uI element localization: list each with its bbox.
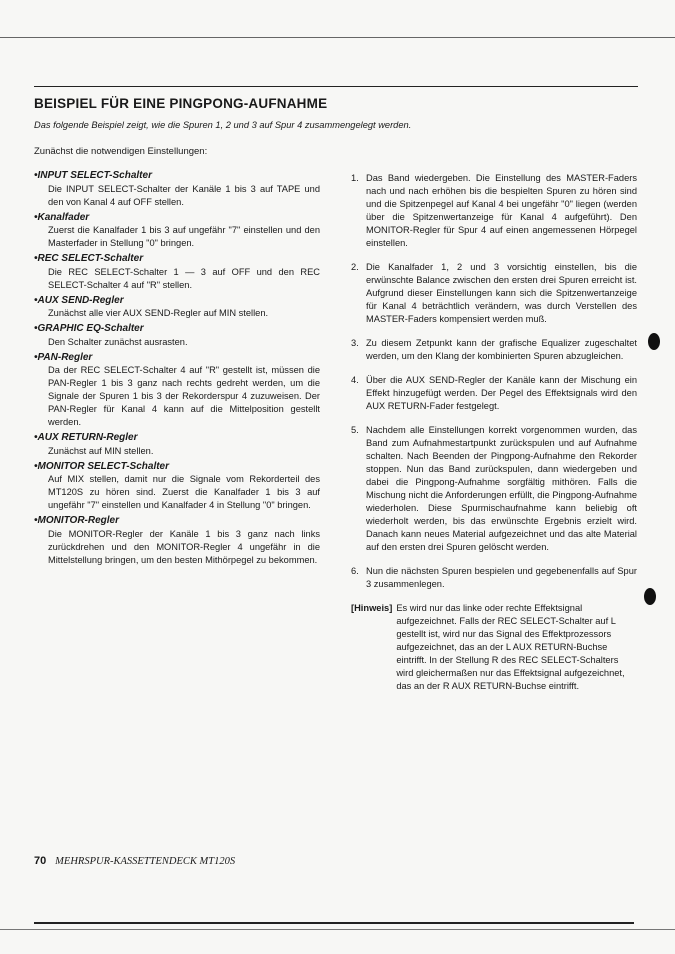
- step-text: Über die AUX SEND-Regler der Kanäle kann der Mischung ein Effekt hinzugefügt werden. Der Pegel des Effektsignals wird den AUX RETURN-Fader festgelegt.: [366, 375, 637, 411]
- step-text: Nachdem alle Einstellungen korrekt vorgenommen wurden, das Band zum Aufnahmestartpunkt zurückspulen und auf Aufnahme schalten. Nach Beenden der Pingpong-Aufnahme den Rekorder stoppen. Nun das Band zurückspulen, dann wiedergeben und dabei die Pingpong-Aufnahme sorgfältig mithören. Falls die Mischung nicht die Anforderungen erfüllt, die Pingpong-Aufnahme wiederholen. Diese Spurmischaufnahme kann beliebig oft wiederholt werden, bis das erwünschte Ergebnis erzielt wird. Danach kann neues Material aufgezeichnet und das alte Material auf den ersten drei Spuren gelöscht werden.: [366, 425, 637, 552]
- note-label: [Hinweis]: [351, 603, 393, 613]
- step-item: [351, 337, 637, 363]
- step-number: 2.: [351, 262, 359, 272]
- setting-title: •Kanalfader: [34, 211, 90, 223]
- setting-pan: [34, 352, 320, 430]
- setting-title: •AUX SEND-Regler: [34, 294, 124, 306]
- setting-text: Die REC SELECT-Schalter 1 — 3 auf OFF und den REC SELECT-Schalter 4 auf "R" stellen.: [48, 266, 320, 290]
- page-number: 70: [34, 855, 47, 867]
- note-block: [351, 602, 637, 693]
- setting-title: •MONITOR-Regler: [34, 515, 119, 526]
- setting-title: •REC SELECT-Schalter: [34, 253, 144, 264]
- setting-title: •PAN-Regler: [34, 351, 93, 363]
- setting-text: Den Schalter zunächst ausrasten.: [48, 336, 188, 347]
- setting-rec-select: [34, 253, 320, 292]
- bottom-scan-line: [0, 929, 675, 930]
- step-number: 5.: [351, 425, 359, 435]
- setting-aux-return: [34, 432, 320, 458]
- setting-input-select: [34, 170, 320, 209]
- step-number: 1.: [351, 173, 359, 183]
- footer-title: MEHRSPUR-KASSETTENDECK MT120S: [55, 856, 236, 867]
- step-text: Nun die nächsten Spuren bespielen und gegebenenfalls auf Spur 3 zusammenlegen.: [366, 566, 637, 589]
- top-scan-line: [0, 37, 675, 38]
- step-item: [351, 172, 637, 250]
- step-item: [351, 424, 637, 554]
- setting-title: •INPUT SELECT-Schalter: [34, 170, 152, 181]
- step-item: [351, 261, 637, 326]
- steps-list: [351, 172, 637, 693]
- settings-list: [34, 170, 320, 570]
- setting-title: •MONITOR SELECT-Schalter: [34, 460, 170, 472]
- setting-kanalfader: [34, 212, 320, 251]
- setting-aux-send: [34, 295, 320, 321]
- step-text: Das Band wiedergeben. Die Einstellung des MASTER-Faders nach und nach erhöhen bis die bespielten Spuren zu hören sind und die Spitzenpegel auf Kanal 4 bei ungefähr "0" liegen (werden über die Spitzenwertanzeige für Kanal 4 aufgeführt). Den MONITOR-Regler für Spur 4 auf einen angemessenen Hörpegel einstellen.: [366, 173, 637, 248]
- setting-graphic-eq: [34, 323, 320, 349]
- step-item: [351, 565, 637, 591]
- setting-title: •GRAPHIC EQ-Schalter: [34, 323, 144, 334]
- page-subtitle: Das folgende Beispiel zeigt, wie die Spuren 1, 2 und 3 auf Spur 4 zusammengelegt werden.: [34, 120, 412, 130]
- page-footer: [34, 855, 235, 867]
- binding-hole-mark-upper: [648, 333, 660, 350]
- setting-text: Zuerst die Kanalfader 1 bis 3 auf ungefähr "7" einstellen und den Masterfader in Stellung "0" bringen.: [48, 225, 320, 248]
- setting-text: Die INPUT SELECT-Schalter der Kanäle 1 bis 3 auf TAPE und den von Kanal 4 auf OFF stellen.: [48, 183, 320, 207]
- setting-monitor-regler: [34, 515, 320, 567]
- step-number: 4.: [351, 375, 359, 385]
- page-title: BEISPIEL FÜR EINE PINGPONG-AUFNAHME: [34, 96, 328, 111]
- intro-text: Zunächst die notwendigen Einstellungen:: [34, 146, 208, 157]
- bottom-rule: [34, 922, 634, 924]
- setting-text: Die MONITOR-Regler der Kanäle 1 bis 3 ganz nach links zurückdrehen und den MONITOR-Regler 4 ungefähr in die Mittelstellung bringen, um den besten Mithörpegel zu bekommen.: [48, 528, 320, 565]
- setting-text: Auf MIX stellen, damit nur die Signale vom Rekorderteil des MT120S zu hören sind. Zuerst die Kanalfader 1 bis 3 auf ungefähr "7" einstellen und Kanalfader 4 in Stellung "0" bringen.: [48, 474, 320, 510]
- setting-title: •AUX RETURN-Regler: [34, 432, 138, 443]
- step-text: Zu diesem Zetpunkt kann der grafische Equalizer zugeschaltet werden, um den Klang der kombinierten Spuren abzugleichen.: [366, 338, 637, 361]
- step-number: 6.: [351, 566, 359, 576]
- step-number: 3.: [351, 338, 359, 348]
- step-item: [351, 374, 637, 413]
- setting-text: Zunächst auf MIN stellen.: [48, 445, 154, 456]
- step-text: Die Kanalfader 1, 2 und 3 vorsichtig einstellen, bis die erwünschte Balance zwischen den ersten drei Spuren erreicht ist. Aufgrund dieser Einstellungen kann sich die Spitzenwertanzeige für Kanal 4 beträchtlich verändern, was durch Verstellen des MASTER-Faders kompensiert werden muß.: [366, 262, 637, 324]
- note-text: Es wird nur das linke oder rechte Effektsignal aufgezeichnet. Falls der REC SELECT-Schalter auf L gestellt ist, wird nur das Signal des Effektprozessors aufgezeichnet, das an der L AUX RETURN-Buchse eintrifft. In der Stellung R des REC SELECT-Schalters wird gleichermaßen nur das Effektsignal aufgezeichnet, das an der R AUX RETURN-Buchse eintrifft.: [396, 603, 625, 691]
- header-rule: [34, 86, 638, 87]
- setting-monitor-select: [34, 461, 320, 513]
- setting-text: Da der REC SELECT-Schalter 4 auf "R" gestellt ist, müssen die PAN-Regler 1 bis 3 ganz nach rechts gedreht werden, um die Signale der Spuren 1 bis 3 der Rekorderspur 4 zuzuweisen. Der PAN-Regler für Kanal 4 kann auf die Mittelposition gestellt werden.: [48, 365, 320, 427]
- binding-hole-mark-lower: [644, 588, 656, 605]
- setting-text: Zunächst alle vier AUX SEND-Regler auf MIN stellen.: [48, 308, 269, 318]
